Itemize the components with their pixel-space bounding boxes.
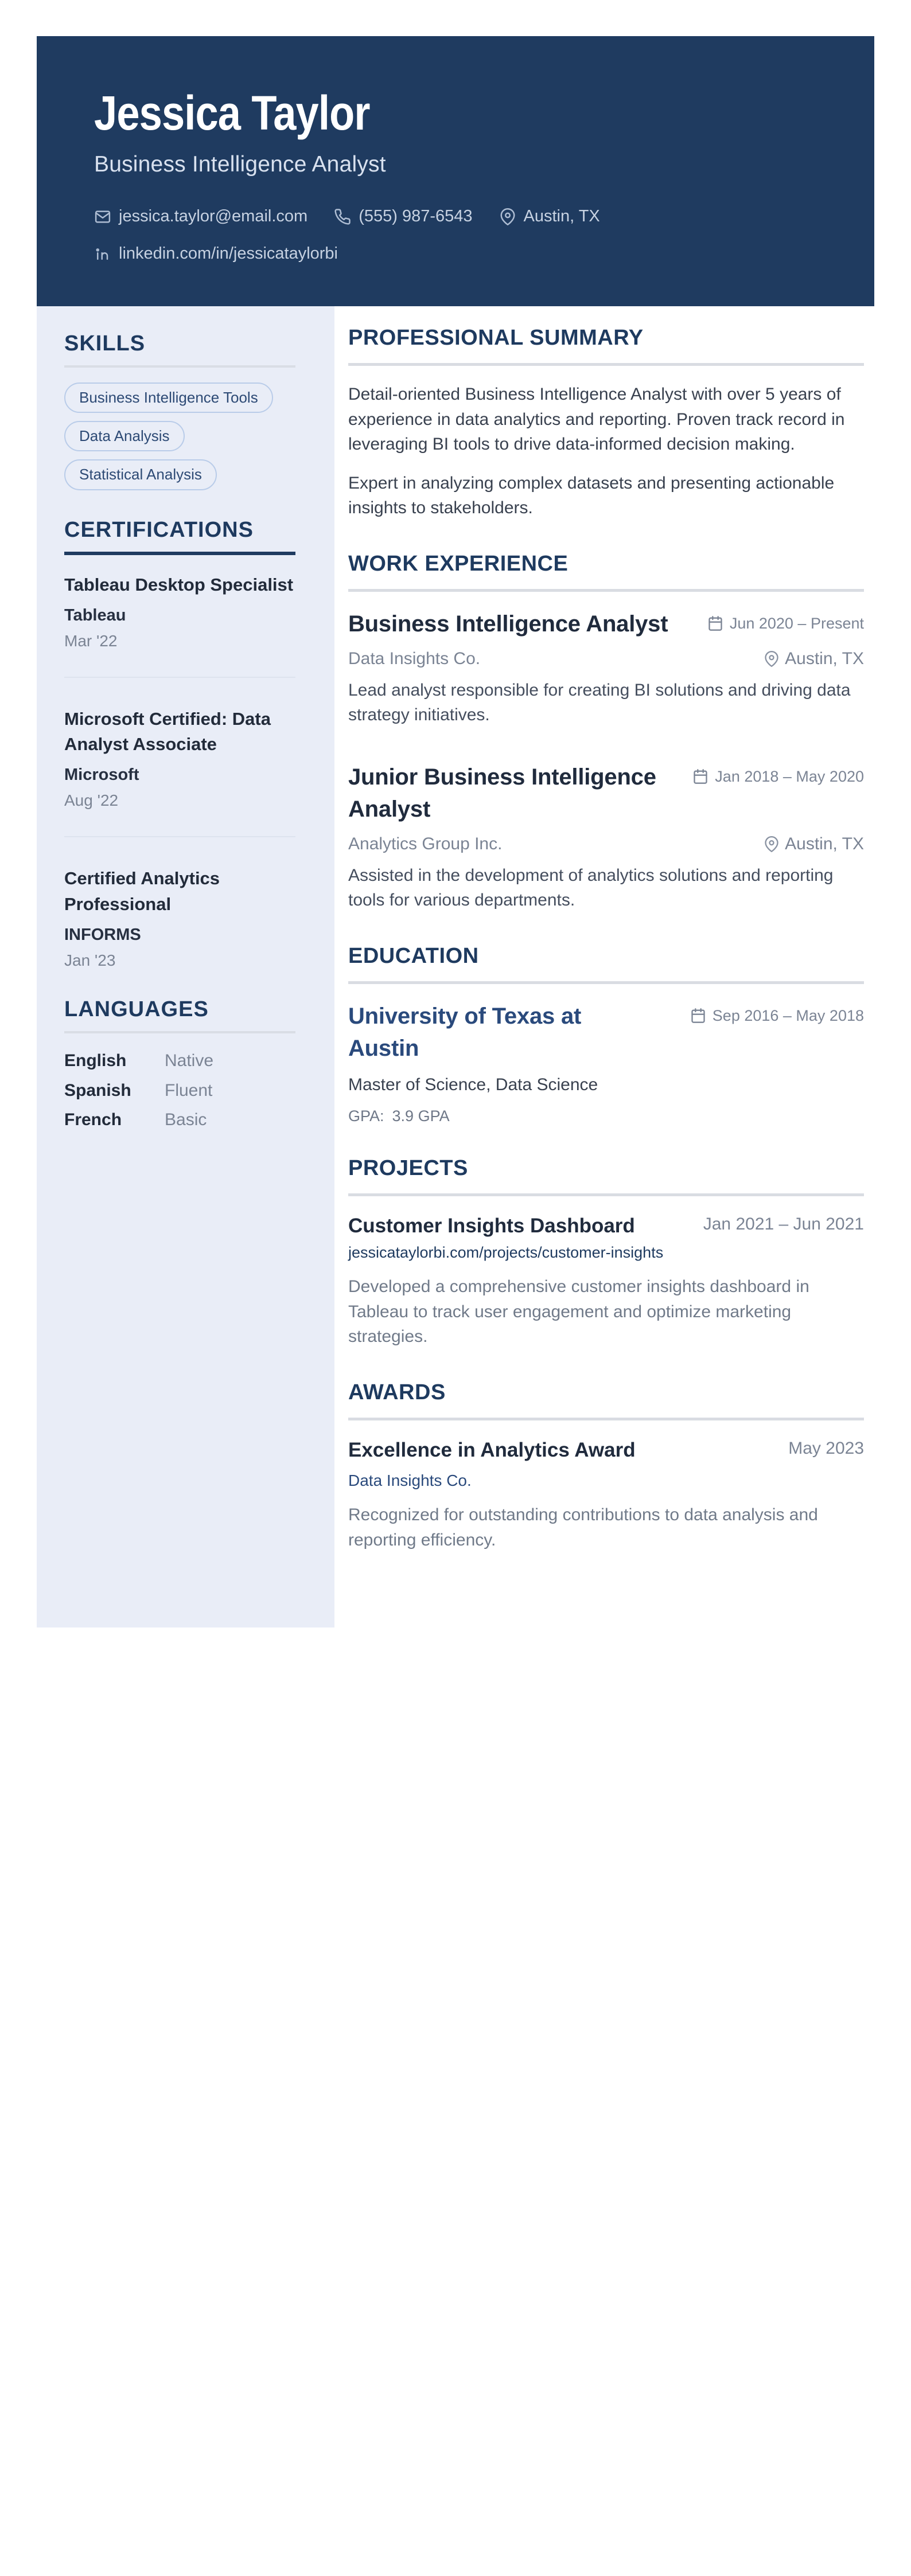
job-dates-text: Jun 2020 – Present	[729, 614, 864, 632]
contact-email	[94, 207, 307, 226]
certification-item-divider	[64, 677, 295, 678]
project-description: Developed a comprehensive customer insights dashboard in Tableau to track user engagement and optimize marketing strategies.	[348, 1277, 809, 1346]
job-entry	[348, 608, 864, 728]
summary-divider	[348, 363, 864, 366]
resume-card	[37, 36, 874, 1627]
person-name: Jessica Taylor	[94, 86, 370, 140]
certification-date: Aug '22	[64, 791, 119, 810]
certifications-heading: CERTIFICATIONS	[64, 517, 254, 542]
certification-date: Mar '22	[64, 631, 118, 650]
language-row	[64, 1078, 295, 1103]
education-header	[348, 1000, 864, 1064]
skills-heading: SKILLS	[64, 331, 146, 356]
education-heading: EDUCATION	[348, 943, 479, 968]
job-location-text: Austin, TX	[785, 834, 864, 853]
summary-section	[348, 326, 864, 521]
person-title: Business Intelligence Analyst	[94, 152, 386, 177]
language-name: English	[64, 1051, 127, 1071]
language-name: Spanish	[64, 1080, 131, 1100]
certification-list	[64, 572, 295, 970]
language-row	[64, 1048, 295, 1074]
job-location	[764, 834, 864, 854]
contact-row-linkedin	[94, 244, 817, 263]
summary-paragraph: Detail-oriented Business Intelligence Analyst with over 5 years of experience in data analytics and reporting. Proven track record in leveraging BI tools to drive data-informed decision making.	[348, 385, 845, 454]
skills-tag-list	[64, 383, 295, 490]
project-header	[348, 1212, 864, 1239]
education-section	[348, 944, 864, 1126]
projects-section	[348, 1156, 864, 1349]
education-degree: Master of Science, Data Science	[348, 1075, 598, 1094]
language-level: Native	[165, 1051, 214, 1071]
language-name: French	[64, 1110, 122, 1130]
skill-tag: Business Intelligence Tools	[64, 383, 273, 413]
contact-email-text: jessica.taylor@email.com	[119, 207, 308, 225]
certification-item	[64, 866, 295, 970]
certifications-section	[64, 518, 295, 970]
job-description: Assisted in the development of analytics solutions and reporting tools for various departments.	[348, 865, 834, 910]
contact-linkedin	[94, 244, 338, 263]
job-title: Business Intelligence Analyst	[348, 611, 668, 637]
contact-phone-text: (555) 987-6543	[359, 207, 473, 225]
work-experience-heading: WORK EXPERIENCE	[348, 551, 569, 576]
certification-name: Microsoft Certified: Data Analyst Associate	[64, 708, 271, 755]
job-subheader	[348, 834, 864, 854]
award-date: May 2023	[788, 1438, 864, 1458]
projects-divider	[348, 1193, 864, 1196]
phone-icon	[334, 208, 351, 225]
job-company: Analytics Group Inc.	[348, 834, 503, 853]
language-row	[64, 1107, 295, 1133]
awards-divider	[348, 1418, 864, 1420]
body-columns	[37, 306, 874, 1627]
job-dates	[707, 608, 864, 633]
award-issuer: Data Insights Co.	[348, 1472, 472, 1489]
certification-date: Jan '23	[64, 951, 116, 970]
job-header	[348, 608, 864, 640]
certification-issuer: Microsoft	[64, 766, 139, 784]
certification-issuer: INFORMS	[64, 926, 141, 944]
contact-phone	[334, 207, 472, 226]
skill-tag: Data Analysis	[64, 421, 185, 451]
project-name: Customer Insights Dashboard	[348, 1215, 635, 1237]
project-link[interactable]: jessicataylorbi.com/projects/customer-insights	[348, 1244, 664, 1262]
main-column	[334, 306, 874, 1627]
resume-header	[37, 36, 874, 306]
skills-section	[64, 331, 295, 490]
language-level: Basic	[165, 1110, 207, 1130]
gpa-value: 3.9 GPA	[392, 1107, 450, 1125]
award-name: Excellence in Analytics Award	[348, 1438, 636, 1461]
contact-location-text: Austin, TX	[523, 207, 600, 225]
linkedin-icon	[94, 245, 111, 263]
map-pin-icon	[764, 836, 780, 852]
job-header	[348, 761, 864, 825]
contact-location	[499, 207, 600, 226]
gpa-label: GPA:	[348, 1107, 384, 1125]
education-school: University of Texas at Austin	[348, 1003, 582, 1061]
contact-linkedin-text: linkedin.com/in/jessicataylorbi	[119, 244, 338, 263]
education-dates	[690, 1000, 864, 1025]
certification-name: Tableau Desktop Specialist	[64, 574, 294, 595]
job-company: Data Insights Co.	[348, 649, 481, 668]
certification-item	[64, 707, 295, 810]
job-location-text: Austin, TX	[785, 649, 864, 668]
certification-name: Certified Analytics Professional	[64, 868, 220, 915]
calendar-icon	[690, 1008, 706, 1024]
awards-section	[348, 1380, 864, 1552]
summary-heading: PROFESSIONAL SUMMARY	[348, 326, 644, 350]
awards-heading: AWARDS	[348, 1380, 446, 1404]
education-dates-text: Sep 2016 – May 2018	[712, 1006, 864, 1024]
certification-issuer: Tableau	[64, 606, 126, 625]
summary-paragraph: Expert in analyzing complex datasets and presenting actionable insights to stakeholders.	[348, 473, 835, 517]
contact-row	[94, 207, 817, 226]
skills-divider	[64, 365, 295, 368]
languages-heading: LANGUAGES	[64, 997, 209, 1022]
award-description: Recognized for outstanding contributions to data analysis and reporting efficiency.	[348, 1505, 818, 1549]
language-list	[64, 1048, 295, 1133]
award-header	[348, 1437, 864, 1463]
languages-divider	[64, 1031, 295, 1033]
certifications-divider	[64, 552, 295, 555]
job-location	[764, 649, 864, 669]
education-gpa	[348, 1107, 864, 1125]
job-description: Lead analyst responsible for creating BI solutions and driving data strategy initiatives.	[348, 680, 851, 724]
job-title: Junior Business Intelligence Analyst	[348, 764, 656, 822]
languages-section	[64, 997, 295, 1133]
skill-tag: Statistical Analysis	[64, 459, 217, 490]
work-experience-divider	[348, 589, 864, 592]
map-pin-icon	[764, 651, 780, 667]
award-entry	[348, 1437, 864, 1552]
sidebar	[37, 306, 334, 1627]
calendar-icon	[692, 768, 708, 784]
job-dates	[692, 761, 864, 786]
calendar-icon	[707, 615, 723, 631]
language-level: Fluent	[165, 1080, 213, 1100]
education-divider	[348, 981, 864, 984]
job-entry	[348, 761, 864, 913]
certification-item-divider	[64, 836, 295, 837]
certification-item	[64, 572, 295, 650]
project-dates: Jan 2021 – Jun 2021	[703, 1215, 864, 1234]
envelope-icon	[94, 208, 111, 225]
job-dates-text: Jan 2018 – May 2020	[715, 767, 864, 785]
projects-heading: PROJECTS	[348, 1156, 468, 1180]
job-subheader	[348, 649, 864, 669]
work-experience-section	[348, 552, 864, 913]
map-pin-icon	[499, 208, 516, 225]
project-entry	[348, 1212, 864, 1349]
